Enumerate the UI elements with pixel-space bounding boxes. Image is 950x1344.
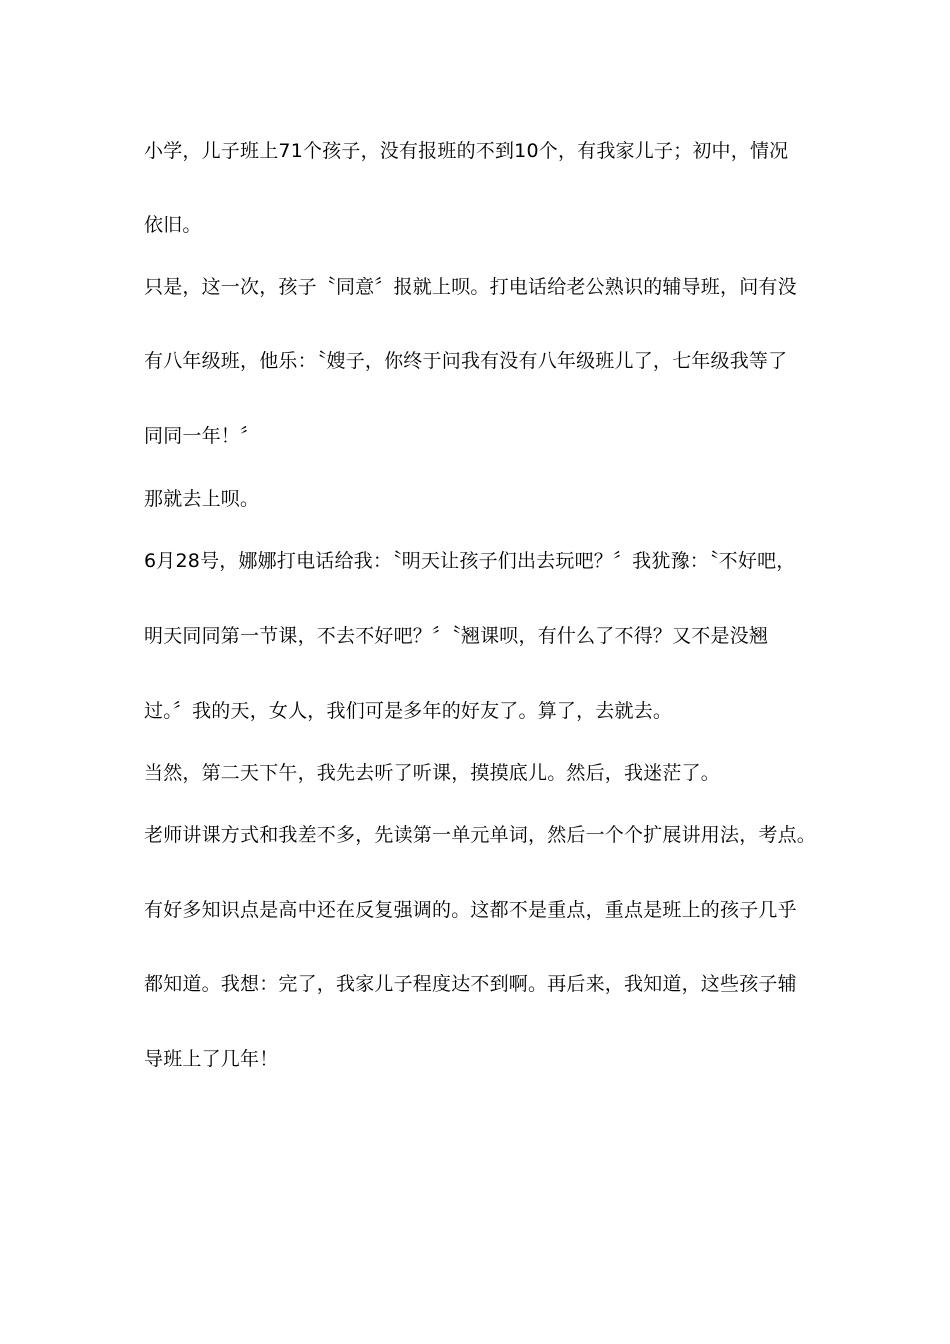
text-line-8: 明天同同第一节课，不去不好吧？〞〝翘课呗，有什么了不得？又不是没翘 (144, 625, 769, 647)
text-line-5: 同同一年！〞 (144, 425, 260, 447)
text-line-10: 当然，第二天下午，我先去听了听课，摸摸底儿。然后，我迷茫了。 (144, 762, 721, 784)
text-line-11: 老师讲课方式和我差不多，先读第一单元单词，然后一个个扩展讲用法，考点。 (144, 824, 817, 846)
text-line-7: 6月28号，娜娜打电话给我：〝明天让孩子们出去玩吧？〞我犹豫：〝不好吧， (144, 550, 796, 572)
text-line-2: 依旧。 (144, 214, 202, 236)
text-line-13: 都知道。我想：完了，我家儿子程度达不到啊。再后来，我知道，这些孩子辅 (144, 973, 797, 995)
text-line-4: 有八年级班，他乐：〝嫂子，你终于问我有没有八年级班儿了，七年级我等了 (144, 350, 788, 372)
text-line-12: 有好多知识点是高中还在反复强调的。这都不是重点，重点是班上的孩子几乎 (144, 899, 797, 921)
text-line-6: 那就去上呗。 (144, 488, 260, 510)
text-line-14: 导班上了几年！ (144, 1048, 279, 1070)
text-line-1: 小学，儿子班上71个孩子，没有报班的不到10个，有我家儿子；初中，情况 (144, 140, 789, 162)
text-line-9: 过。〞我的天，女人，我们可是多年的好友了。算了，去就去。 (144, 700, 673, 722)
text-line-3: 只是，这一次，孩子〝同意〞报就上呗。打电话给老公熟识的辅导班，问有没 (144, 276, 797, 298)
